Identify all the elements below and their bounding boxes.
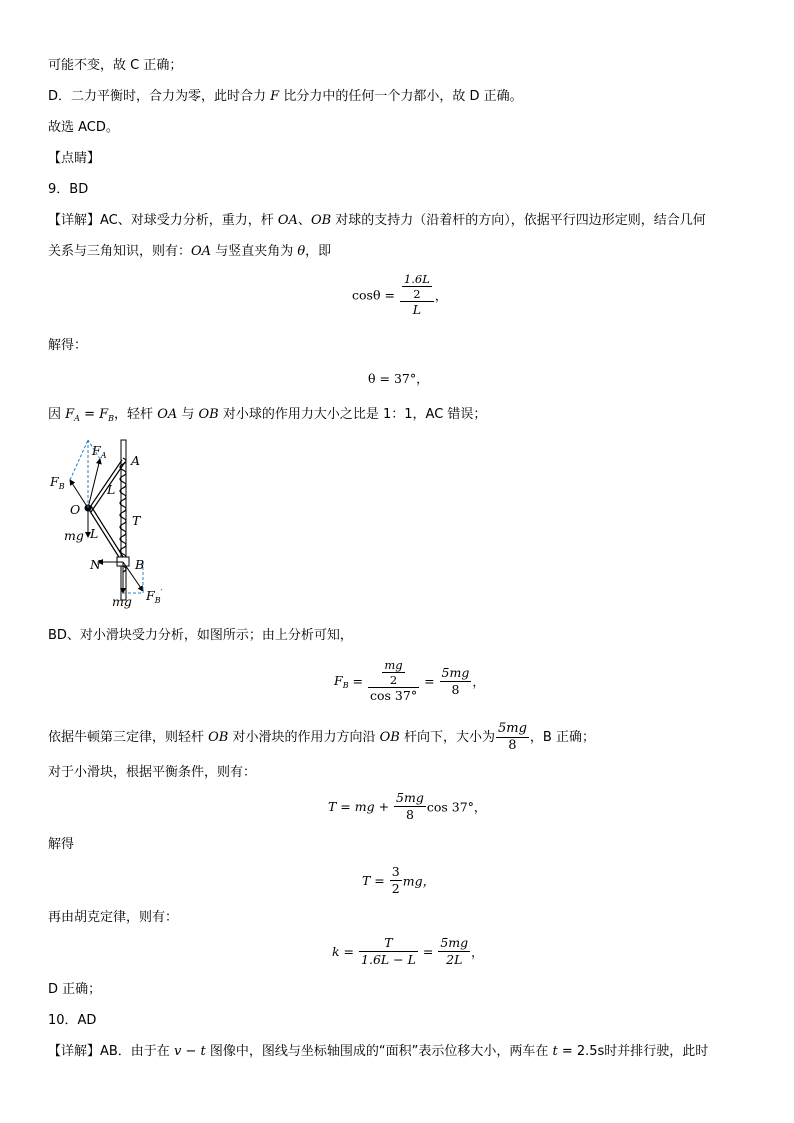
text-line: 【详解】AB．由于在 v − t 图像中，图线与坐标轴围成的“面积”表示位移大小，两车在 t = 2.5s时并排行驶，此时: [48, 1044, 709, 1059]
rod-oa: [88, 460, 122, 510]
text-line: 对于小滑块，根据平衡条件，则有：: [48, 765, 257, 780]
label-mg-block: mg: [112, 594, 132, 609]
label-n: N: [90, 557, 101, 572]
text-line: 依据牛顿第三定律，则轻杆 OB 对小滑块的作用力方向沿 OB 杆向下，大小为 $\frac{5mg}{8}$ ，B 正确；: [48, 721, 595, 753]
text-line: 故选 ACD。: [48, 120, 119, 135]
text-line: 因 $F_A = F_B$，轻杆 OA 与 OB 对小球的作用力大小之比是 1：1，AC 错误；: [48, 407, 487, 423]
text-line: BD、对小滑块受力分析，如图所示；由上分析可知，: [48, 628, 353, 643]
text-line: 解得: [48, 837, 75, 852]
label-t: T: [132, 513, 141, 528]
text-line: D．二力平衡时，合力为零，此时合力 F 比分力中的任何一个力都小，故 D 正确。: [48, 89, 523, 104]
equation-k: k = $\frac{T}{1.6L - L}$ = $\frac{5mg}{2L}$ ，: [332, 935, 484, 967]
text-line: 解得：: [48, 338, 88, 353]
equation-theta: θ = 37°，: [368, 371, 429, 386]
text-line: 再由胡克定律，则有：: [48, 910, 179, 925]
label-fb-prime: $F_B'$: [146, 588, 163, 606]
text-line: D 正确；: [48, 982, 102, 997]
label-mg-ball: mg: [64, 528, 84, 543]
text-line: 关系与三角知识，则有：OA 与竖直夹角为 θ，即: [48, 244, 332, 259]
text-line: 【详解】AC、对球受力分析，重力，杆 OA、OB 对球的支持力（沿着杆的方向），依据平行四边形定则，结合几何: [48, 213, 706, 228]
answer-heading: 9．BD: [48, 182, 89, 197]
equation-t-result: T = $\frac{3}{2}$ mg，: [362, 864, 436, 896]
label-l-upper: L: [107, 482, 116, 497]
equation-fb: $F_B$ = $\frac{\frac{mg}{2}}{\cos 37^\circ}$ = $\frac{5mg}{8}$ ，: [334, 658, 485, 703]
text-line: 可能不变，故 C 正确；: [48, 58, 183, 73]
equation-cos-theta: cosθ = $\frac{\frac{1.6L}{2}}{L}$ ，: [352, 272, 448, 317]
label-fa: $F_A$: [92, 443, 107, 460]
section-heading: 【点睛】: [48, 151, 101, 166]
label-b: B: [135, 557, 145, 572]
label-a: A: [131, 453, 141, 468]
equation-t-balance: T = mg + $\frac{5mg}{8}$ cos 37°，: [328, 790, 487, 822]
label-l-lower: L: [90, 526, 99, 541]
answer-heading: 10．AD: [48, 1013, 97, 1028]
force-diagram: [48, 438, 178, 618]
label-fb: $F_B$: [50, 474, 65, 491]
label-o: O: [70, 502, 81, 517]
